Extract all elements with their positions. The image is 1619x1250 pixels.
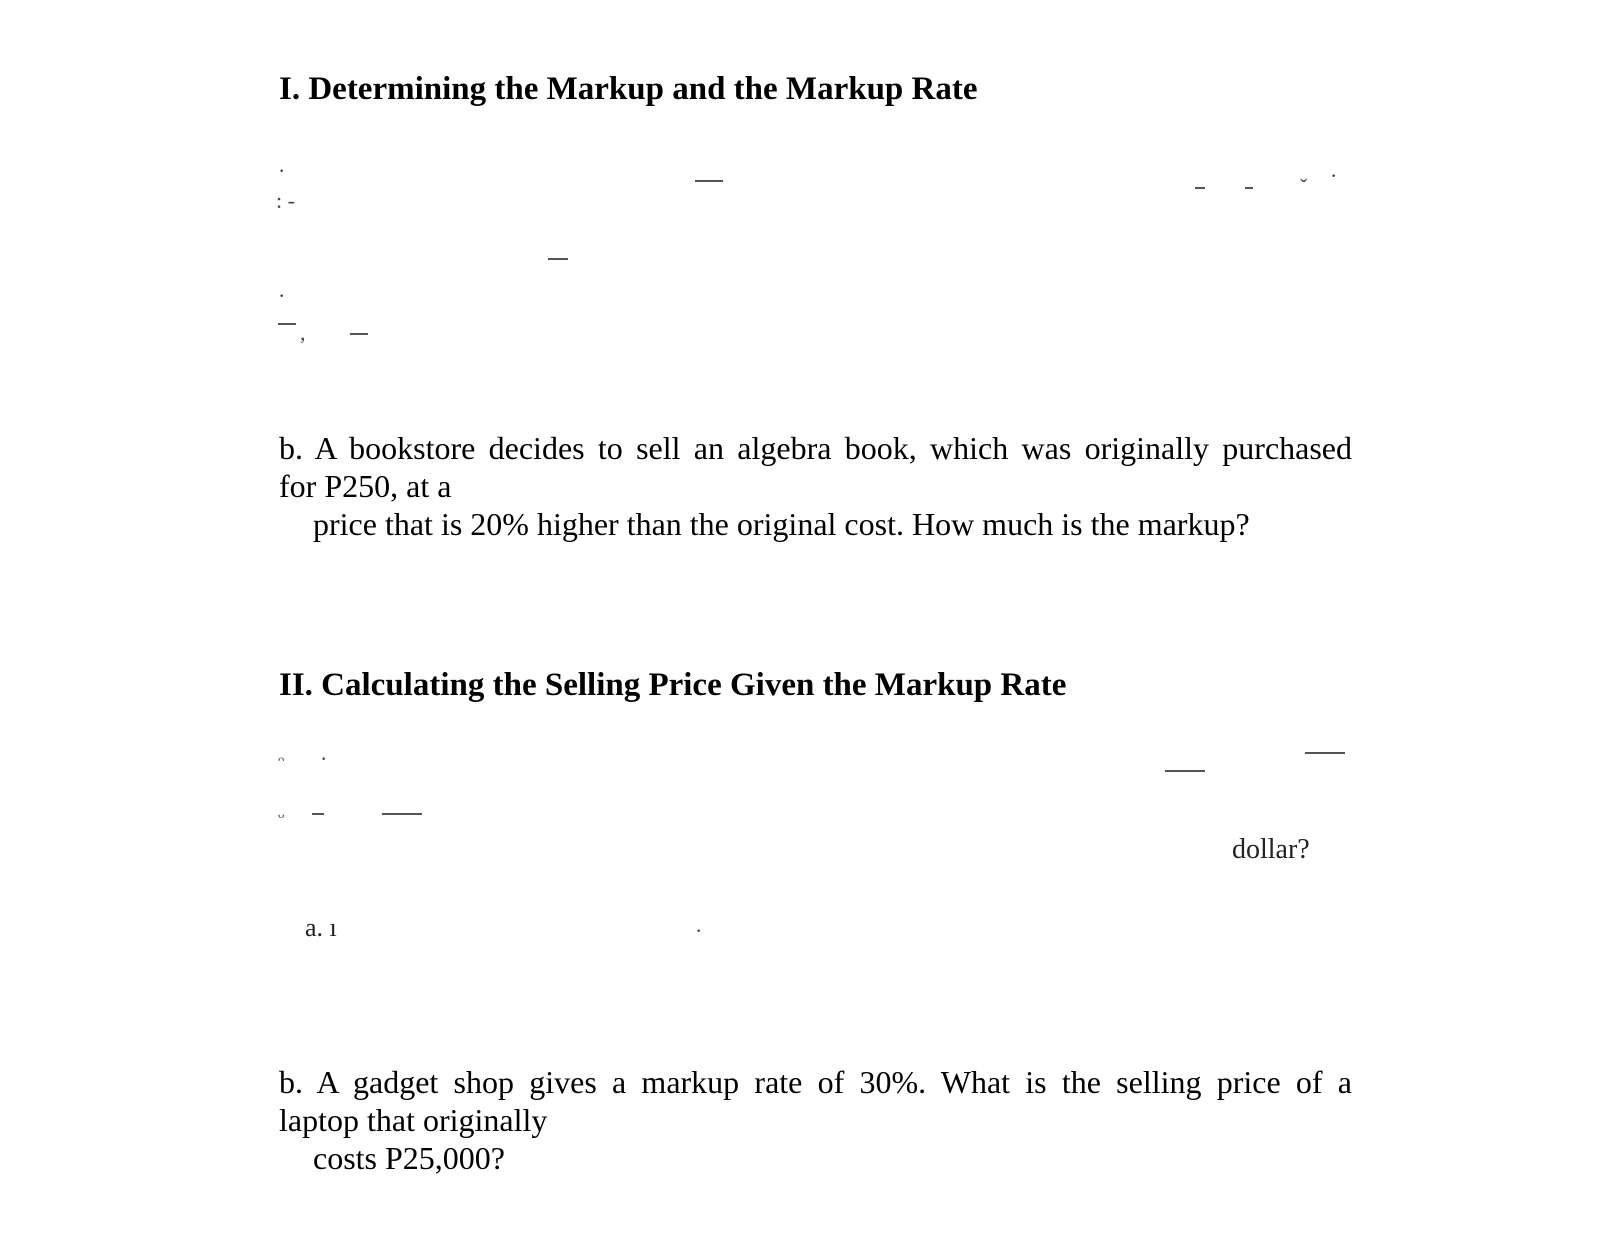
- section-1-heading: I. Determining the Markup and the Markup Rate: [279, 71, 978, 107]
- problem-2b-line-2: laptop that originally: [279, 1102, 548, 1138]
- problem-1b-line-1: b. A bookstore decides to sell an algebra book, which was originally purchased: [279, 430, 1352, 466]
- section-2-heading: II. Calculating the Selling Price Given the Markup Rate: [279, 667, 1067, 703]
- problem-2b: [279, 1063, 1352, 1177]
- problem-2b-line-1: b. A gadget shop gives a markup rate of 30%. What is the selling price of a: [279, 1064, 1352, 1100]
- residue-text: dollar?: [1232, 834, 1310, 865]
- problem-1b: [279, 429, 1352, 543]
- problem-1b-line-3: price that is 20% higher than the original cost. How much is the markup?: [313, 506, 1250, 542]
- problem-1b-line-2: for P250, at a: [279, 468, 452, 504]
- problem-2b-line-3: costs P25,000?: [313, 1140, 505, 1176]
